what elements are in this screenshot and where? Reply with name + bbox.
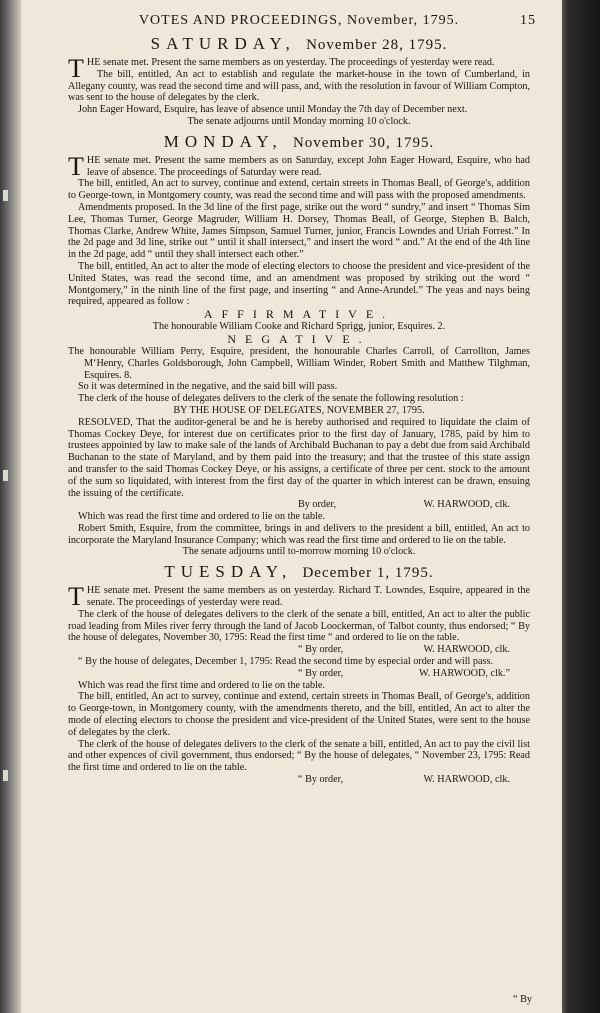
clerk-signature: W. HARWOOD, clk.	[423, 774, 510, 786]
binding-tab	[3, 190, 8, 201]
saturday-heading-day: SATURDAY,	[150, 34, 296, 53]
resolution-text: RESOLVED, That the auditor-general be and he is hereby authorised and required to liquidate the claim of Thomas Cockey Deye, for interest due on certificates prior to the first day of January, 1785, paid by him to trustees appointed by law to make sale of the lands of Archibald Buchanan to pay a debt due from said Archibald Buchanan to the state of Maryland, and by them paid into the treasury; and that the trustee of this state assign and transfer to the said Thomas Cockey Deye, or his assigns, a certificate of three per cent. stock to the amount of the sum so liquidated, with interest from the first day of the quarter in which interest can be drawn, ensuing the issuing of the certificate.	[68, 416, 530, 499]
tuesday-heading-day: TUESDAY,	[164, 562, 293, 582]
monday-paragraph-7: Which was read the first time and ordered to lie on the table.	[78, 511, 325, 523]
page-shadow	[562, 0, 600, 1013]
saturday-paragraph-3: John Eager Howard, Esquire, has leave of absence until Monday the 7th day of December next.	[78, 104, 468, 116]
signature-line-monday	[68, 499, 530, 511]
clerk-signature: W. HARWOOD, clk.”	[418, 667, 510, 679]
binding-edge	[0, 0, 22, 1013]
saturday-heading	[68, 33, 530, 56]
saturday-adjourn: The senate adjourns until Monday morning 10 o'clock.	[187, 115, 411, 127]
tuesday-heading	[68, 561, 530, 584]
monday-paragraph-6: The clerk of the house of delegates delivers to the clerk of the senate the following resolution :	[78, 393, 464, 405]
saturday-paragraph-1: THE senate met. Present the same members as on yesterday. The proceedings of yesterday were read.	[68, 54, 495, 83]
tuesday-heading-date: December 1, 1795.	[302, 565, 434, 582]
binding-tab	[3, 470, 8, 481]
by-order-label: “ By order,	[298, 644, 344, 656]
monday-paragraph-8: Robert Smith, Esquire, from the committee, brings in and delivers to the president a bill, entitled, An act to incorporate the Maryland Insurance Company; which was read the first time and ordered to lie on the table.	[68, 522, 530, 546]
tuesday-paragraph-3: “ By the house of delegates, December 1, 1795: Read the second time by especial order and will pass.	[78, 656, 494, 668]
signature-line-tuesday-1	[68, 644, 530, 656]
clerk-signature: W. HARWOOD, clk.	[423, 499, 510, 511]
tuesday-paragraph-6: The clerk of the house of delegates delivers to the clerk of the senate a bill, entitled, An act to pay the civil list and other expences of civil government, thus endorsed; “ By the house of delegates, “ November 23, 1795: Read the first time and ordered to lie on the table.	[68, 738, 530, 774]
tuesday-paragraph-4: Which was read the first time and ordered to lie on the table.	[78, 679, 325, 691]
saturday-paragraph-2: The bill, entitled, An act to establish and regulate the market-house in the town of Cumberland, in Allegany county, was read the second time and will pass, and, with the resolution in favour of William Compton, was sent to the house of delegates by the clerk.	[68, 68, 530, 104]
monday-dropcap: T	[68, 151, 84, 181]
clerk-signature: W. HARWOOD, clk.	[423, 644, 510, 656]
saturday-heading-date: November 28, 1795.	[306, 37, 448, 53]
negative-names: The honourable William Perry, Esquire, president, the honourable Charles Carroll, of Carrollton, James M‘Henry, Charles Goldsborough, John Campbell, William Winder, Robert Smith and Matthew Tilghman, Esquires. 8.	[68, 345, 530, 381]
affirmative-label: AFFIRMATIVE.	[203, 307, 395, 322]
monday-adjourn: The senate adjourns until to-morrow morning 10 o'clock.	[182, 546, 416, 558]
running-head-title: VOTES AND PROCEEDINGS, November, 1795.	[138, 13, 460, 28]
tuesday-dropcap: T	[68, 582, 84, 612]
tuesday-paragraph-5: The bill, entitled, An act to survey, continue and extend, certain streets in Thomas Beall, of George's, addition to George-town, in Montgomery county, with the amendments thereto, and the bill, entitled, An act to alter the mode of electing electors to choose the president and vice-president of the United States, were sent to the house of delegates by the clerk.	[68, 691, 530, 738]
signature-line-tuesday-2	[68, 668, 530, 680]
monday-heading	[68, 131, 530, 154]
monday-heading-date: November 30, 1795.	[292, 134, 435, 151]
signature-line-tuesday-3	[68, 774, 530, 786]
monday-paragraph-4: The bill, entitled, An act to alter the mode of electing electors to choose the president and vice-president of the United States, was read the second time, and an amendment was proposed by striking out the word “ Montgomery,” in the ninth line of the first page, and inserting “ and Anne-Arundel.” The yeas and nays being required, appeared as follow :	[68, 260, 530, 308]
affirmative-names: The honourable William Cooke and Richard Sprigg, junior, Esquires. 2.	[152, 321, 446, 333]
page-number: 15	[520, 13, 536, 28]
monday-paragraph-3: Amendments proposed. In the 3d line of the first page, strike out the word “ sundry,” and insert “ Thomas Sim Lee, Thomas Turner, George Magruder, William H. Dorsey, Thomas Beall, of George, Stephen B. Balch, Thomas Clarke, Andrew White, James Simpson, Samuel Turner, junior, Francis Lowndes and Uriah Forrest.” In the 2d page and 3d line, strike out “ until it shall intersect,” and insert the word “ and.” At the end of the 4th line in the 2d page, add “ until they shall intersect each other.”	[68, 201, 530, 261]
catchword: “ By	[513, 994, 532, 1005]
tuesday-paragraph-2: The clerk of the house of delegates delivers to the clerk of the senate a bill, entitled, An act to alter the public road leading from Miles river ferry through the land of Jacob Loockerman, of Talbot county, thus endorsed; “ By the house of delegates, November 30, 1795: Read the first time “ and ordered to lie on the table.	[68, 608, 530, 644]
by-house-heading: BY THE HOUSE OF DELEGATES, NOVEMBER 27, 1795.	[173, 404, 425, 416]
by-order-label: “ By order,	[298, 774, 344, 786]
by-order-label: By order,	[298, 499, 337, 511]
monday-paragraph-1: THE senate met. Present the same members as on Saturday, except John Eager Howard, Esquire, who had leave of absence. The proceedings of Saturday were read.	[68, 151, 530, 181]
monday-paragraph-2: The bill, entitled, An act to survey, continue and extend, certain streets in Thomas Beall, of George's, addition to George-town, in Montgomery county, was read the second time and will pass with the proposed amendments.	[68, 178, 530, 202]
monday-heading-day: MONDAY,	[163, 131, 283, 151]
binding-tab	[3, 770, 8, 781]
by-order-label: “ By order,	[298, 667, 344, 679]
running-head	[68, 12, 536, 30]
monday-paragraph-5: So it was determined in the negative, and the said bill will pass.	[78, 381, 338, 393]
tuesday-paragraph-1: THE senate met. Present the same members as on yesterday. Richard T. Lowndes, Esquire, appeared in the senate. The proceedings of yesterday were read.	[68, 582, 530, 612]
negative-label: NEGATIVE.	[227, 331, 371, 346]
saturday-dropcap: T	[68, 54, 84, 83]
